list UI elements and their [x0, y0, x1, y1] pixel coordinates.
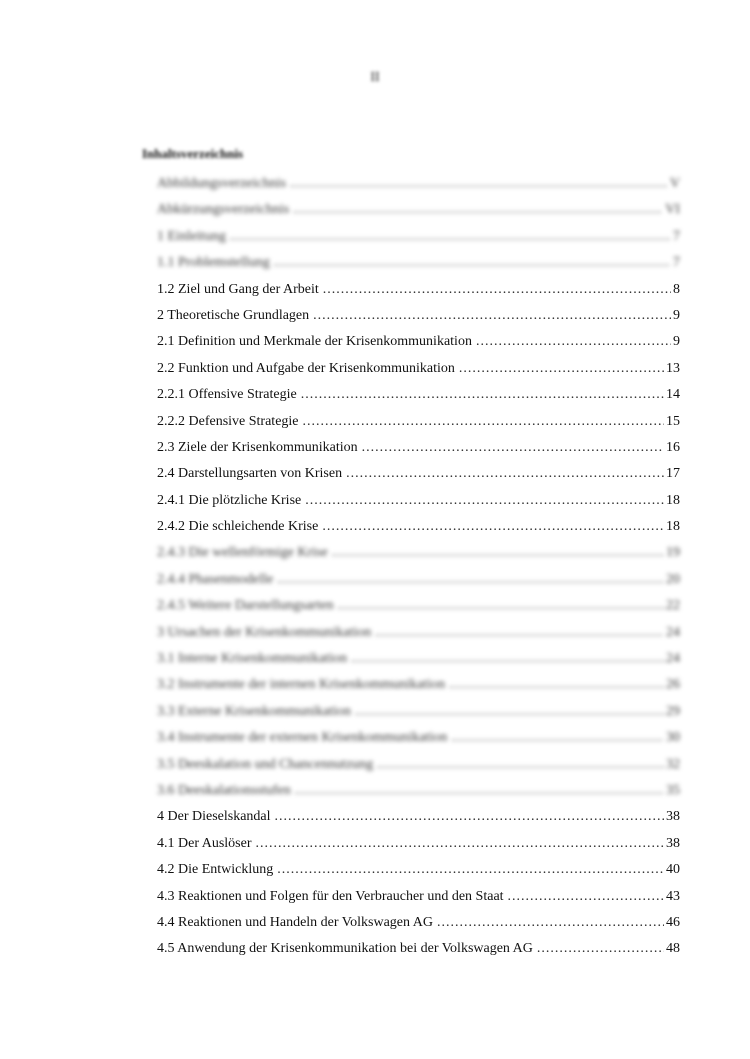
toc-entry: [157, 725, 680, 751]
toc-entry-title: 2.2.1 Offensive Strategie: [157, 387, 297, 403]
toc-entry-title: 1.2 Ziel und Gang der Arbeit: [157, 281, 319, 297]
toc-entry: [157, 461, 680, 487]
toc-entry-page: 20: [666, 571, 680, 587]
toc-entry: [157, 910, 680, 936]
toc-entry-page: V: [669, 176, 680, 191]
toc-entry: [157, 567, 680, 593]
dot-leader: [437, 910, 664, 936]
toc-entry-page: 16: [666, 439, 680, 455]
toc-entry-title: 3.1 Interne Krisenkommunikation: [157, 651, 348, 667]
toc-entry-page: 7: [673, 255, 680, 271]
toc-entry-page: 26: [666, 677, 680, 693]
toc-entry-title: 3 Ursachen der Krisenkommunikation: [157, 624, 372, 640]
toc-entry-page: 7: [673, 228, 680, 244]
dot-leader: [449, 672, 664, 698]
toc-entry-page: 30: [666, 730, 680, 746]
toc-entry-page: 9: [673, 307, 680, 323]
toc-entry-title: 4.1 Der Auslöser: [157, 835, 252, 851]
toc-entry-title: 2.4.3 Die wellenförmige Krise: [157, 545, 328, 561]
toc-entry: [157, 646, 680, 672]
toc-entry-title: 2.2.2 Defensive Strategie: [157, 413, 299, 429]
toc-entry-page: 32: [666, 756, 680, 772]
toc-entry-page: 22: [666, 598, 680, 614]
toc-entry: [157, 884, 680, 910]
toc-entry: [157, 303, 680, 329]
toc-entry-title: 3.2 Instrumente der internen Krisenkommunikation: [157, 677, 446, 693]
toc-heading: Inhaltsverzeichnis: [142, 146, 244, 161]
dot-leader: [274, 250, 671, 276]
toc-entry: [157, 699, 680, 725]
toc-entry: [157, 277, 680, 303]
toc-entry-page: 48: [666, 941, 680, 957]
dot-leader: [275, 804, 664, 830]
toc-entry: [157, 329, 680, 355]
toc-entry: [157, 514, 680, 540]
toc-entry-title: Abbildungsverzeichnis: [157, 176, 287, 191]
toc-entry-title: 2.4 Darstellungsarten von Krisen: [157, 466, 343, 482]
dot-leader: [277, 857, 664, 883]
toc-entry-page: 18: [666, 492, 680, 508]
table-of-contents: [157, 171, 680, 963]
toc-entry: [157, 936, 680, 962]
dot-leader: [303, 409, 664, 435]
toc-entry: [157, 197, 680, 223]
dot-leader: [508, 884, 664, 910]
toc-entry-page: 17: [666, 466, 680, 482]
toc-entry-title: 2 Theoretische Grundlagen: [157, 307, 310, 323]
toc-entry-title: Abkürzungsverzeichnis: [157, 202, 290, 218]
dot-leader: [313, 303, 671, 329]
toc-entry-title: 3.4 Instrumente der externen Krisenkommunikation: [157, 730, 448, 746]
dot-leader: [293, 197, 663, 223]
toc-entry-title: 2.4.5 Weitere Darstellungsarten: [157, 598, 334, 614]
page-number: II: [370, 70, 380, 85]
dot-leader: [332, 540, 664, 566]
toc-entry: [157, 752, 680, 778]
toc-entry-title: 2.2 Funktion und Aufgabe der Krisenkommunikation: [157, 360, 455, 376]
toc-entry: [157, 224, 680, 250]
toc-entry: [157, 778, 680, 804]
toc-entry-page: 8: [673, 281, 680, 297]
dot-leader: [301, 382, 664, 408]
toc-entry-title: 4.3 Reaktionen und Folgen für den Verbraucher und den Staat: [157, 888, 504, 904]
dot-leader: [362, 435, 664, 461]
toc-entry-page: 43: [666, 888, 680, 904]
dot-leader: [459, 356, 664, 382]
toc-entry: [157, 804, 680, 830]
toc-entry: [157, 593, 680, 619]
toc-entry-title: 4.2 Die Entwicklung: [157, 862, 274, 878]
toc-entry-title: 2.4.1 Die plötzliche Krise: [157, 492, 302, 508]
dot-leader: [322, 514, 664, 540]
dot-leader: [290, 171, 668, 197]
toc-entry: [157, 831, 680, 857]
toc-entry: [157, 382, 680, 408]
toc-entry-page: 24: [666, 624, 680, 640]
toc-entry: [157, 409, 680, 435]
toc-entry-page: 24: [666, 651, 680, 667]
dot-leader: [375, 620, 664, 646]
toc-entry-title: 3.3 Externe Krisenkommunikation: [157, 703, 352, 719]
toc-entry: [157, 488, 680, 514]
dot-leader: [377, 752, 664, 778]
toc-entry: [157, 435, 680, 461]
toc-entry-title: 1.1 Problemstellung: [157, 255, 270, 271]
toc-entry-page: 14: [666, 387, 680, 403]
dot-leader: [277, 567, 664, 593]
toc-entry-page: 38: [666, 809, 680, 825]
toc-entry-title: 4.5 Anwendung der Krisenkommunikation bei der Volkswagen AG: [157, 941, 533, 957]
toc-entry-title: 2.4.4 Phasenmodelle: [157, 571, 274, 587]
dot-leader: [230, 224, 671, 250]
toc-entry-page: 46: [666, 914, 680, 930]
toc-entry-title: 1 Einleitung: [157, 228, 226, 244]
toc-entry: [157, 540, 680, 566]
toc-entry-title: 2.4.2 Die schleichende Krise: [157, 519, 319, 535]
toc-entry-page: 19: [666, 545, 680, 561]
dot-leader: [346, 461, 664, 487]
toc-entry: [157, 857, 680, 883]
toc-entry-title: 3.6 Deeskalationsstufen: [157, 782, 291, 798]
toc-entry-title: 3.5 Deeskalation und Chancennutzung: [157, 756, 374, 772]
toc-entry: [157, 620, 680, 646]
toc-entry-title: 4 Der Dieselskandal: [157, 809, 271, 825]
dot-leader: [537, 936, 664, 962]
dot-leader: [256, 831, 665, 857]
dot-leader: [338, 593, 664, 619]
toc-entry-page: 18: [666, 519, 680, 535]
toc-entry-page: VI: [665, 202, 680, 218]
toc-entry: [157, 171, 680, 197]
toc-entry-title: 2.1 Definition und Merkmale der Krisenkommunikation: [157, 334, 472, 350]
toc-entry-page: 38: [666, 835, 680, 851]
toc-entry-page: 9: [673, 334, 680, 350]
toc-entry: [157, 672, 680, 698]
toc-entry-page: 35: [666, 782, 680, 798]
dot-leader: [355, 699, 664, 725]
dot-leader: [305, 488, 664, 514]
toc-entry-page: 15: [666, 413, 680, 429]
dot-leader: [323, 277, 671, 303]
dot-leader: [295, 778, 664, 804]
toc-entry: [157, 250, 680, 276]
toc-entry: [157, 356, 680, 382]
dot-leader: [451, 725, 664, 751]
toc-entry-page: 13: [666, 360, 680, 376]
toc-entry-page: 29: [666, 703, 680, 719]
toc-entry-title: 2.3 Ziele der Krisenkommunikation: [157, 439, 358, 455]
toc-entry-title: 4.4 Reaktionen und Handeln der Volkswagen AG: [157, 914, 433, 930]
dot-leader: [351, 646, 664, 672]
toc-entry-page: 40: [666, 862, 680, 878]
dot-leader: [476, 329, 671, 355]
